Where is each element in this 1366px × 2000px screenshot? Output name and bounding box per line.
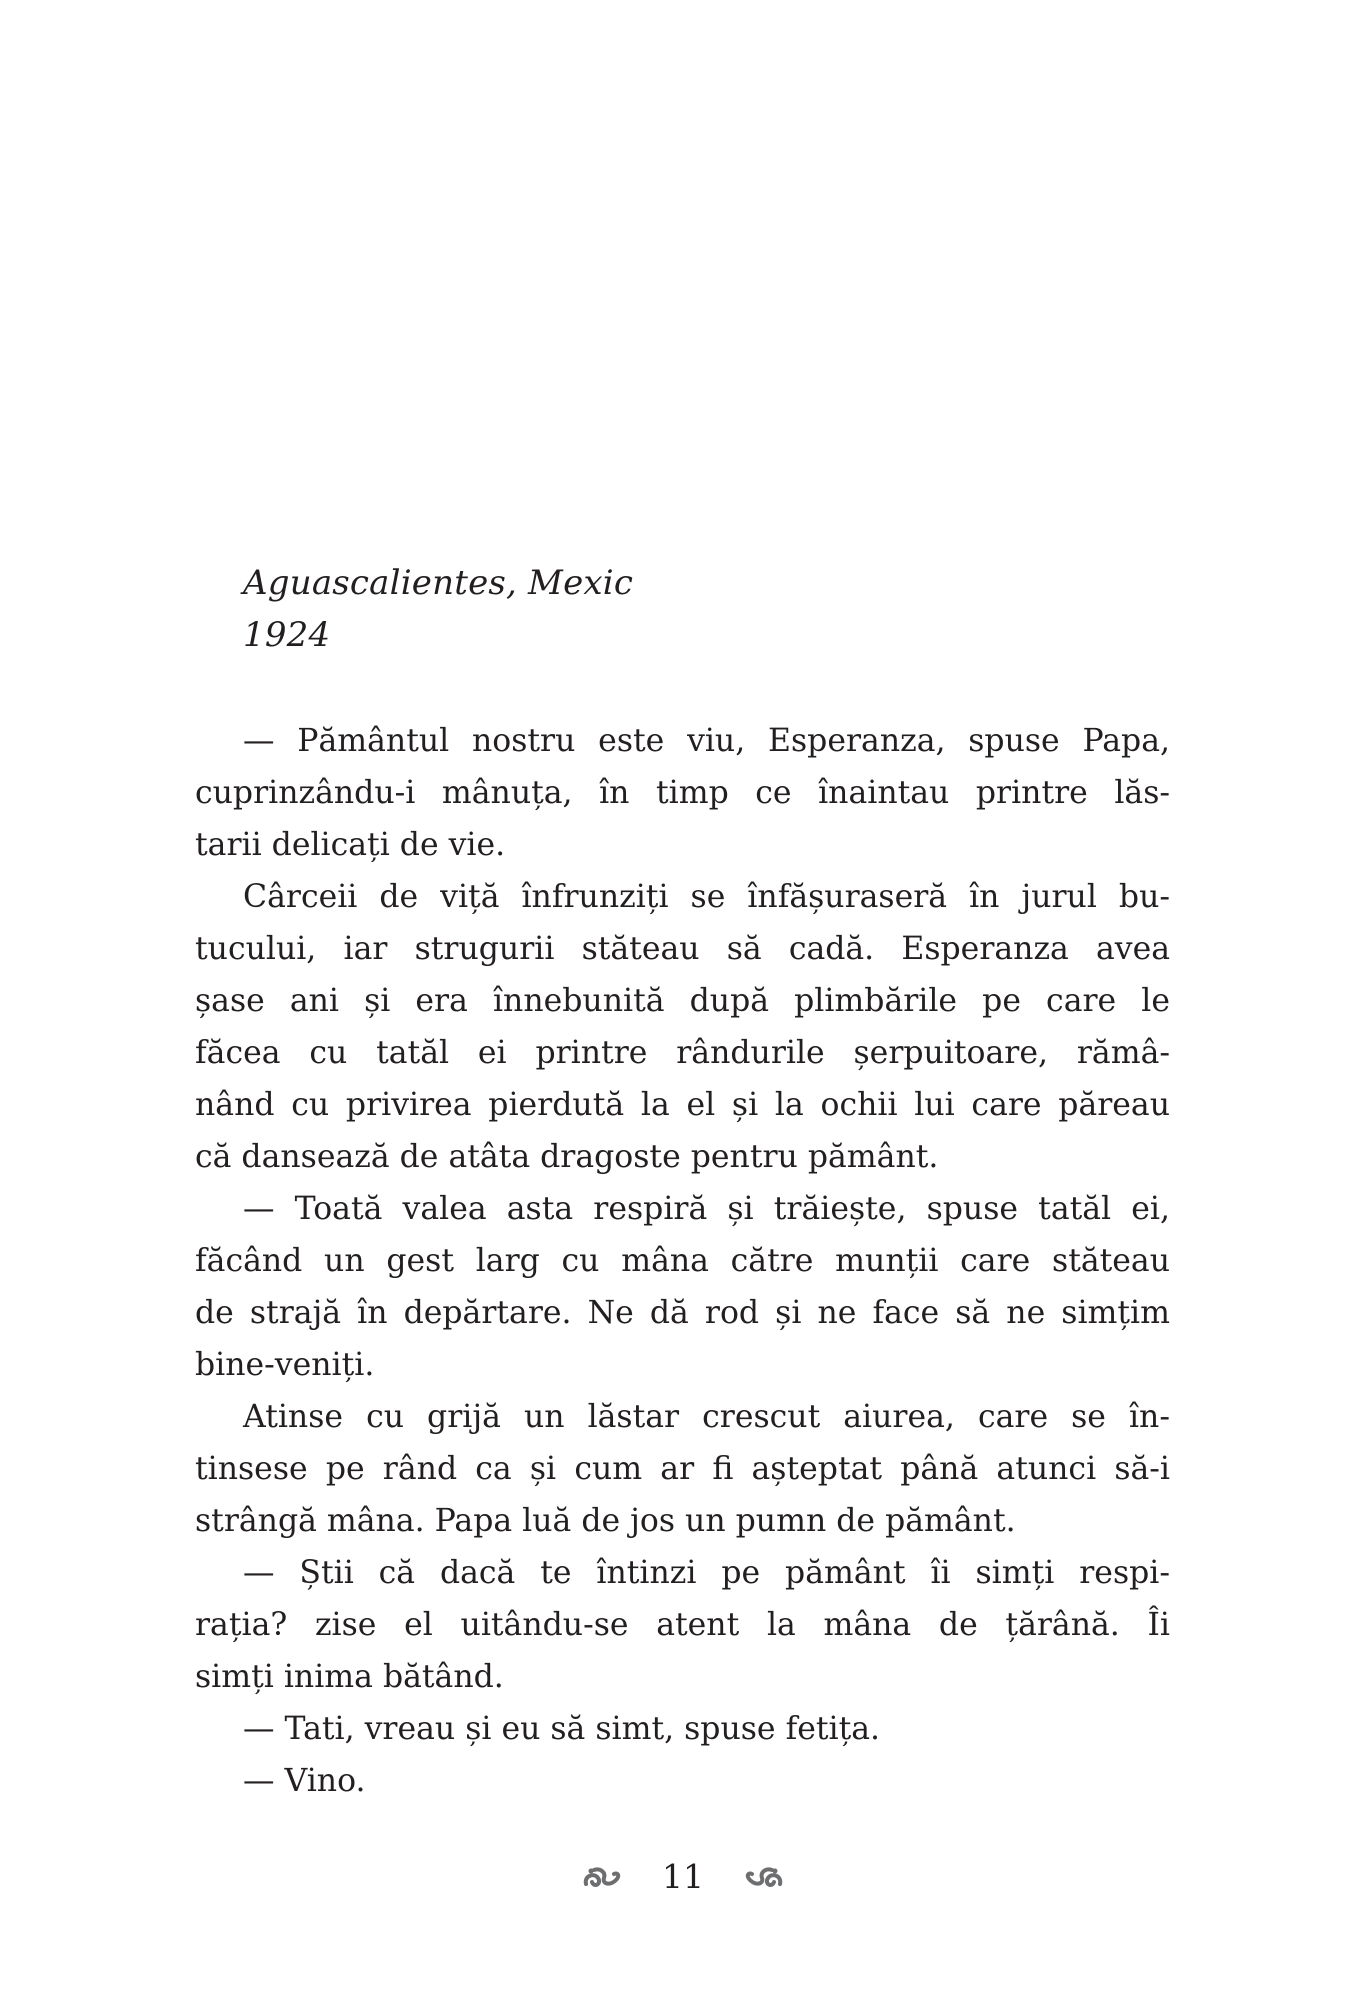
text-line: cuprinzându-i mânuța, în timp ce înaintau printre lăs- bbox=[195, 775, 1170, 811]
fleuron-left-icon bbox=[580, 1862, 624, 1892]
text-line: — Știi că dacă te întinzi pe pământ îi simți respi- bbox=[243, 1555, 1170, 1591]
text-line: făcea cu tatăl ei printre rândurile șerpuitoare, rămâ- bbox=[195, 1035, 1170, 1071]
text-line: făcând un gest larg cu mâna către munții care stăteau bbox=[195, 1243, 1170, 1279]
text-line: că dansează de atâta dragoste pentru pământ. bbox=[195, 1139, 939, 1175]
text-line: nând cu privirea pierdută la el și la ochii lui care păreau bbox=[195, 1087, 1170, 1123]
text-line: simți inima bătând. bbox=[195, 1659, 504, 1695]
text-line: Atinse cu grijă un lăstar crescut aiurea, care se în- bbox=[243, 1399, 1170, 1435]
text-line: — Toată valea asta respiră și trăiește, spuse tatăl ei, bbox=[243, 1191, 1170, 1227]
text-line: — Vino. bbox=[243, 1763, 366, 1799]
fleuron-right-icon bbox=[742, 1862, 786, 1892]
text-line: șase ani și era înnebunită după plimbările pe care le bbox=[195, 983, 1170, 1019]
text-line: rația? zise el uitându-se atent la mâna de țărână. Îi bbox=[195, 1607, 1170, 1643]
text-line: Cârceii de viță înfrunziți se înfășuraseră în jurul bu- bbox=[243, 879, 1170, 915]
text-line: — Tati, vreau și eu să simt, spuse fetița. bbox=[243, 1711, 881, 1747]
text-line: bine-veniți. bbox=[195, 1347, 375, 1383]
text-line: tinsese pe rând ca și cum ar fi așteptat până atunci să-i bbox=[195, 1451, 1170, 1487]
text-line: strângă mâna. Papa luă de jos un pumn de pământ. bbox=[195, 1503, 1016, 1539]
text-line: de strajă în depărtare. Ne dă rod și ne face să ne simțim bbox=[195, 1295, 1170, 1331]
text-line: tucului, iar strugurii stăteau să cadă. Esperanza avea bbox=[195, 931, 1170, 967]
text-line: tarii delicați de vie. bbox=[195, 827, 506, 863]
body-text bbox=[195, 715, 1170, 1807]
page-number: 11 bbox=[662, 1857, 704, 1896]
chapter-heading bbox=[243, 557, 633, 661]
text-line: — Pământul nostru este viu, Esperanza, spuse Papa, bbox=[243, 723, 1170, 759]
heading-place: Aguascalientes, Mexic bbox=[243, 563, 634, 603]
heading-year: 1924 bbox=[243, 615, 331, 655]
page-footer bbox=[0, 1852, 1366, 1902]
